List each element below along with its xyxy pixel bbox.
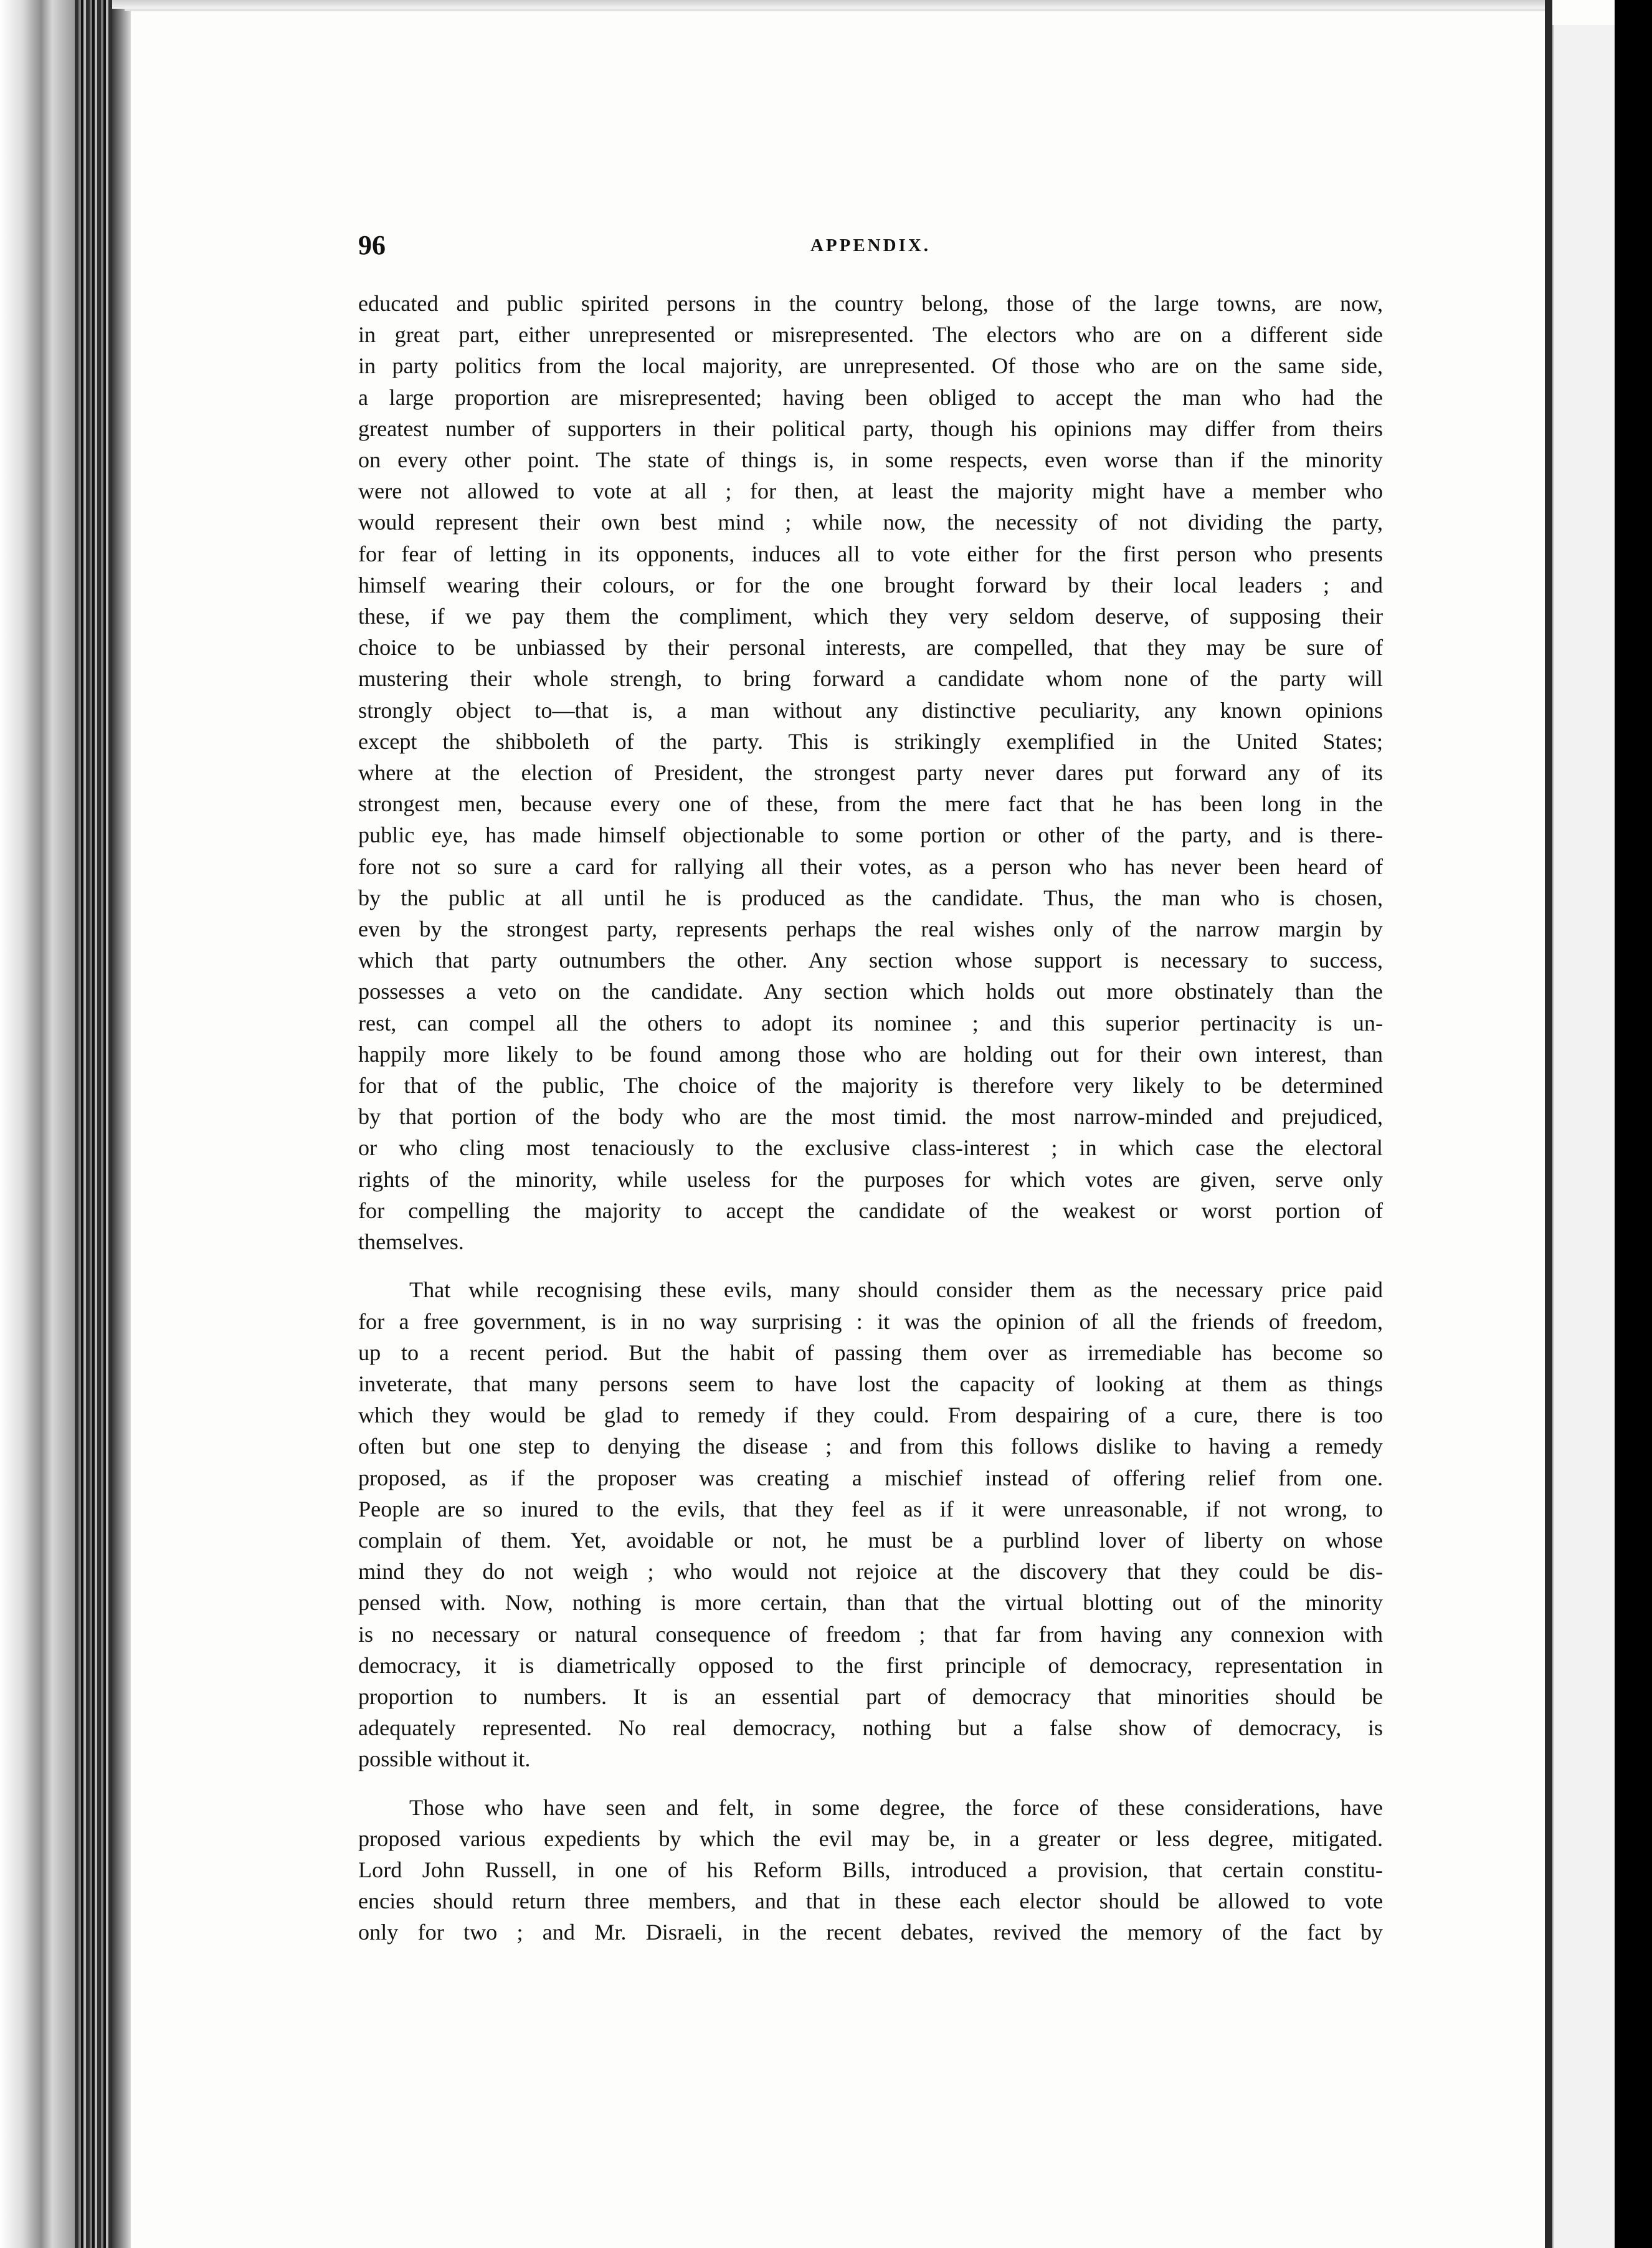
page-header (358, 229, 1383, 267)
text-line: were not allowed to vote at all ; for then, at least the majority might have a member who (358, 479, 1383, 504)
text-line: where at the election of President, the strongest party never dares put forward any of its (358, 760, 1383, 786)
text-line: That while recognising these evils, many should consider them as the necessary price paid (409, 1277, 1383, 1303)
text-line: for that of the public, The choice of the majority is therefore very likely to be determined (358, 1073, 1383, 1098)
top-edge (112, 0, 1545, 9)
text-line: in great part, either unrepresented or misrepresented. The electors who are on a different side (358, 322, 1383, 348)
text-line: educated and public spirited persons in the country belong, those of the large towns, are now, (358, 291, 1383, 316)
text-line: which that party outnumbers the other. Any section whose support is necessary to success, (358, 948, 1383, 973)
text-line: mind they do not weigh ; who would not rejoice at the discovery that they could be dis- (358, 1559, 1383, 1584)
text-line: except the shibboleth of the party. This is strikingly exemplified in the United States; (358, 728, 1383, 754)
binding-shadow (112, 0, 131, 2248)
text-line: possible without it. (358, 1746, 531, 1772)
text-line: himself wearing their colours, or for the one brought forward by their local leaders ; and (358, 572, 1383, 598)
text-line: Those who have seen and felt, in some degree, the force of these considerations, have (409, 1794, 1383, 1820)
text-line: public eye, has made himself objectionable to some portion or other of the party, and is there- (358, 822, 1383, 848)
paragraph-gap (358, 1775, 1383, 1792)
page-edge-left (0, 0, 75, 2248)
text-line: only for two ; and Mr. Disraeli, in the recent debates, revived the memory of the fact by (358, 1920, 1383, 1945)
text-line: by that portion of the body who are the most timid. the most narrow-minded and prejudiced, (358, 1104, 1383, 1130)
text-line: or who cling most tenaciously to the exclusive class-interest ; in which case the electoral (358, 1135, 1383, 1161)
text-line: rest, can compel all the others to adopt its nominee ; and this superior pertinacity is un- (358, 1010, 1383, 1036)
text-line: greatest number of supporters in their political party, though his opinions may differ from theirs (358, 416, 1383, 441)
text-line: adequately represented. No real democracy, nothing but a false show of democracy, is (358, 1715, 1383, 1741)
text-line: for compelling the majority to accept the candidate of the weakest or worst portion of (358, 1198, 1383, 1223)
text-line: by the public at all until he is produced as the candidate. Thus, the man who is chosen, (358, 885, 1383, 910)
page-number: 96 (358, 230, 386, 260)
text-line: inveterate, that many persons seem to have lost the capacity of looking at them as things (358, 1371, 1383, 1396)
text-line: for a free government, is in no way surprising : it was the opinion of all the friends of freedom, (358, 1308, 1383, 1334)
text-line: proposed, as if the proposer was creating a mischief instead of offering relief from one. (358, 1465, 1383, 1490)
text-line: encies should return three members, and that in these each elector should be allowed to vote (358, 1888, 1383, 1914)
text-line: these, if we pay them the compliment, which they very seldom deserve, of supposing their (358, 604, 1383, 629)
paragraph-gap (358, 1257, 1383, 1274)
text-line: complain of them. Yet, avoidable or not, he must be a purblind lover of liberty on whose (358, 1527, 1383, 1553)
text-line: up to a recent period. But the habit of passing them over as irremediable has become so (358, 1340, 1383, 1365)
text-line: strongly object to—that is, a man without any distinctive peculiarity, any known opinions (358, 697, 1383, 723)
text-line: a large proportion are misrepresented; having been obliged to accept the man who had the (358, 384, 1383, 410)
text-line: themselves. (358, 1229, 464, 1255)
paragraph (358, 1792, 1383, 1948)
text-line: proposed various expedients by which the evil may be, in a greater or less degree, mitigated. (358, 1826, 1383, 1851)
text-line: would represent their own best mind ; while now, the necessity of not dividing the party, (358, 510, 1383, 535)
text-line: in party politics from the local majority, are unrepresented. Of those who are on the same side, (358, 353, 1383, 379)
text-line: Lord John Russell, in one of his Reform Bills, introduced a provision, that certain constitu- (358, 1857, 1383, 1882)
text-line: is no necessary or natural consequence of freedom ; that far from having any connexion with (358, 1621, 1383, 1647)
text-line: choice to be unbiassed by their personal interests, are compelled, that they may be sure of (358, 635, 1383, 660)
text-line: People are so inured to the evils, that they feel as if it were unreasonable, if not wrong, to (358, 1496, 1383, 1522)
binding-stack (75, 0, 112, 2248)
body-text (358, 288, 1383, 1948)
scan-border-right (1615, 0, 1652, 2248)
text-line: for fear of letting in its opponents, induces all to vote either for the first person who presents (358, 541, 1383, 566)
paragraph (358, 1274, 1383, 1774)
text-line: proportion to numbers. It is an essential part of democracy that minorities should be (358, 1684, 1383, 1709)
text-line: possesses a veto on the candidate. Any section which holds out more obstinately than the (358, 979, 1383, 1004)
text-line: even by the strongest party, represents perhaps the real wishes only of the narrow margin by (358, 917, 1383, 942)
top-edge-line (125, 9, 1551, 11)
running-head: APPENDIX. (810, 236, 931, 255)
text-line: happily more likely to be found among those who are holding out for their own interest, than (358, 1041, 1383, 1067)
text-line: strongest men, because every one of these, from the mere fact that he has been long in the (358, 791, 1383, 817)
text-line: on every other point. The state of things is, in some respects, even worse than if the minority (358, 447, 1383, 473)
facing-page-edge (1552, 25, 1616, 2248)
text-line: rights of the minority, while useless for the purposes for which votes are given, serve only (358, 1166, 1383, 1192)
text-line: democracy, it is diametrically opposed to the first principle of democracy, representation in (358, 1652, 1383, 1678)
text-line: pensed with. Now, nothing is more certain, than that the virtual blotting out of the minority (358, 1590, 1383, 1616)
text-line: often but one step to denying the disease ; and from this follows dislike to having a remedy (358, 1434, 1383, 1459)
text-line: mustering their whole strengh, to bring forward a candidate whom none of the party will (358, 666, 1383, 692)
text-line: which they would be glad to remedy if they could. From despairing of a cure, there is too (358, 1403, 1383, 1428)
paragraph (358, 288, 1383, 1257)
text-line: fore not so sure a card for rallying all their votes, as a person who has never been heard of (358, 854, 1383, 879)
right-gutter (1545, 0, 1552, 2248)
